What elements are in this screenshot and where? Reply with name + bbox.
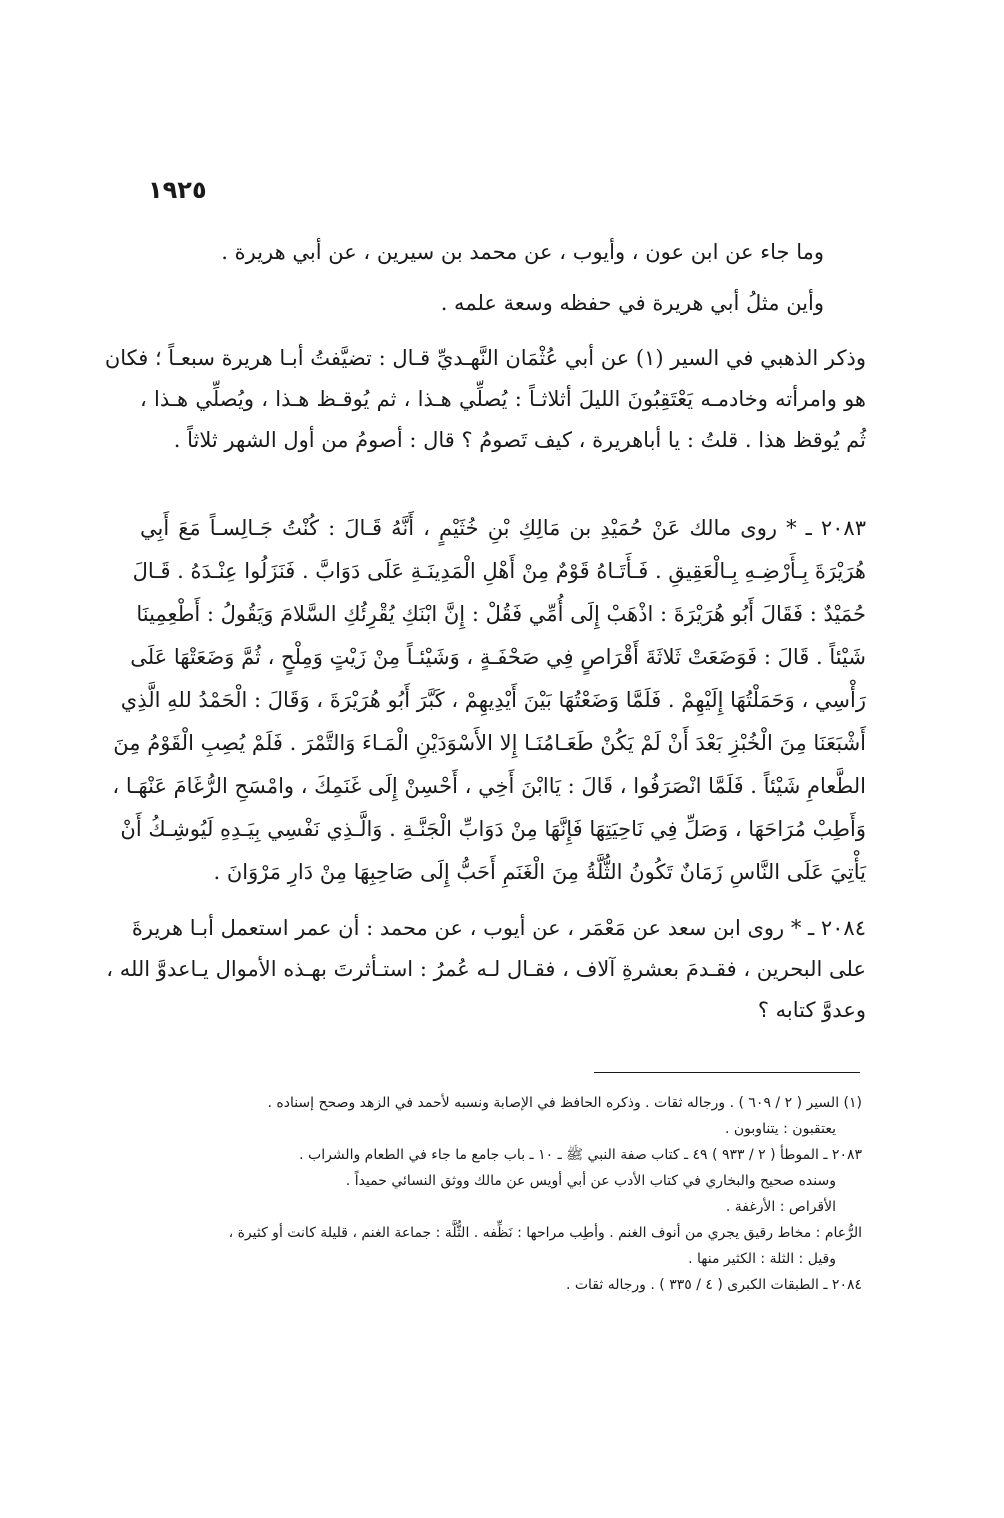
footnote-line: يعتقبون : يتناوبون .: [725, 1121, 836, 1137]
text-line: هُرَيْرَةَ بِـأَرْضِـهِ بِـالْعَقِيقِ . فَـأَتَـاهُ قَوْمٌ مِنْ أَهْلِ الْمَدِينَـةِ عَلَى دَوَابَّ . فَنَزَلُوا عِنْـدَهُ . قَـالَ: [132, 559, 866, 583]
footnote-line: ٢٠٨٣ ـ الموطأ ( ٢ / ٩٣٣ ) ٤٩ ـ كتاب صفة النبي ﷺ ـ ١٠ ـ باب جامع ما جاء في الطعام والشراب .: [299, 1147, 862, 1163]
paragraph-narration-chain: [140, 232, 866, 273]
text-line: وذكر الذهبي في السير (١) عن أبي عُثْمَان النَّهـديِّ قـال : تضيَّفتُ أبـا هريرة سبعـاً ؛ فكان: [104, 346, 866, 370]
text-line: حُمَيْدٌ : فَقَالَ أَبُو هُرَيْرَةَ : اذْهَبْ إِلَى أُمِّي فَقُلْ : إِنَّ ابْنَكِ يُقْرِئُكِ السَّلامَ وَيَقُولُ : أَطْعِمِينَا: [136, 602, 866, 626]
page-number: ١٩٢٥: [148, 176, 207, 204]
text-line: شَيْئاً . قَالَ : فَوَضَعَتْ ثَلاثَةَ أَقْرَاصٍ فِي صَحْفَـةٍ ، وَشَيْئـاً مِنْ زَيْتٍ وَمِلْحٍ ، ثُمَّ وَضَعَتْهَا عَلَى: [130, 645, 866, 669]
footnote-line: ٢٠٨٤ ـ الطبقات الكبرى ( ٤ / ٣٣٥ ) . ورجاله ثقات .: [565, 1277, 862, 1293]
text-line: رَأْسِي ، وَحَمَلْتُهَا إِلَيْهِمْ . فَلَمَّا وَضَعْتُهَا بَيْنَ أَيْدِيهِمْ ، كَبَّرَ أَبُو هُرَيْرَةَ ، وَقَالَ : الْحَمْدُ للهِ الَّذِي: [120, 688, 866, 712]
text-line: أَشْبَعَنَا مِنَ الْخُبْزِ بَعْدَ أَنْ لَمْ يَكُنْ طَعَـامُنَـا إِلا الأَسْوَدَيْنِ الْمَـاءَ وَالتَّمْرَ . فَلَمْ يُصِبِ الْقَوْمُ مِنَ: [113, 731, 866, 755]
text-line: هو وامرأته وخادمـه يَعْتَقِبُونَ الليلَ أثلاثـاً : يُصلِّي هـذا ، ثم يُوقـظ هـذا ، ويُصلِّي هـذا ،: [140, 387, 866, 411]
text-line: الطَّعامِ شَيْئاً . فَلَمَّا انْصَرَفُوا ، قَالَ : يَاابْنَ أَخِي ، أَحْسِنْ إِلَى غَنَمِكَ ، وامْسَحِ الرُّغَامَ عَنْهَـا ،: [112, 774, 866, 798]
text-line: ثُم يُوقظ هذا . قلتُ : يا أباهريرة ، كيف تَصومُ ؟ قال : أصومُ من أول الشهر ثلاثاً .: [173, 428, 866, 452]
text-line: وما جاء عن ابن عون ، وأيوب ، عن محمد بن سيرين ، عن أبي هريرة .: [221, 240, 824, 264]
text-line: ٢٠٨٤ ـ * روى ابن سعد عن مَعْمَر ، عن أيوب ، عن محمد : أن عمر استعمل أبـا هريرةَ: [131, 916, 866, 940]
text-line: على البحرين ، فقـدمَ بعشرةِ آلاف ، فقـال لـه عُمرُ : استـأثرتَ بهـذه الأموال يـاعدوَّ الله ،: [106, 957, 866, 981]
hadith-2083: [112, 507, 866, 894]
footnote-line: (١) السير ( ٢ / ٦٠٩ ) . ورجاله ثقات . وذكره الحافظ في الإصابة ونسبه لأحمد في الزهد وصحح إسناده .: [267, 1095, 862, 1111]
text-line: وأين مثلُ أبي هريرة في حفظه وسعة علمه .: [440, 291, 824, 315]
paragraph-remark: [140, 283, 866, 324]
text-line: يَأْتِيَ عَلَى النَّاسِ زَمَانٌ تَكُونُ الثُّلَّةُ مِنَ الْغَنَمِ أَحَبُّ إِلَى صَاحِبِهَا مِنْ دَارِ مَرْوَانَ .: [213, 860, 866, 884]
footnote-line: الرُّعام : مخاط رقيق يجري من أنوف الغنم . وأطِب مراحها : نَظِّفه . الثُّلَّة : جماعة الغنم ، قليلة كانت أو كثيرة ،: [228, 1225, 862, 1241]
text-line: وعدوَّ كتابه ؟: [757, 998, 866, 1022]
footnote-line: وقيل : الثلة : الكثير منها .: [688, 1251, 836, 1267]
footnote-divider: [594, 1072, 860, 1073]
footnote-line: وسنده صحيح والبخاري في كتاب الأدب عن أبي أويس عن مالك ووثق النسائي حميداً .: [345, 1173, 836, 1189]
hadith-2084: [106, 908, 866, 1031]
footnote-line: الأقراص : الأرغفة .: [725, 1199, 836, 1215]
main-text: [104, 232, 866, 1031]
text-line: وَأَطِبْ مُرَاحَهَا ، وَصَلِّ فِي نَاحِيَتِهَا فَإِنَّهَا مِنْ دَوَابِّ الْجَنَّـةِ . وَالَّـذِي نَفْسِي بِيَـدِهِ لَيُوشِـكُ أَنْ: [120, 817, 866, 841]
text-line: ٢٠٨٣ ـ * روى مالك عَنْ حُمَيْدِ بن مَالِكِ بْنِ خُثَيْمٍ ، أَنَّهُ قَـالَ : كُنْتُ جَـالِسـاً مَعَ أَبِي: [140, 516, 866, 540]
footnotes: [140, 1090, 862, 1298]
paragraph-dhahabi: [104, 338, 866, 461]
